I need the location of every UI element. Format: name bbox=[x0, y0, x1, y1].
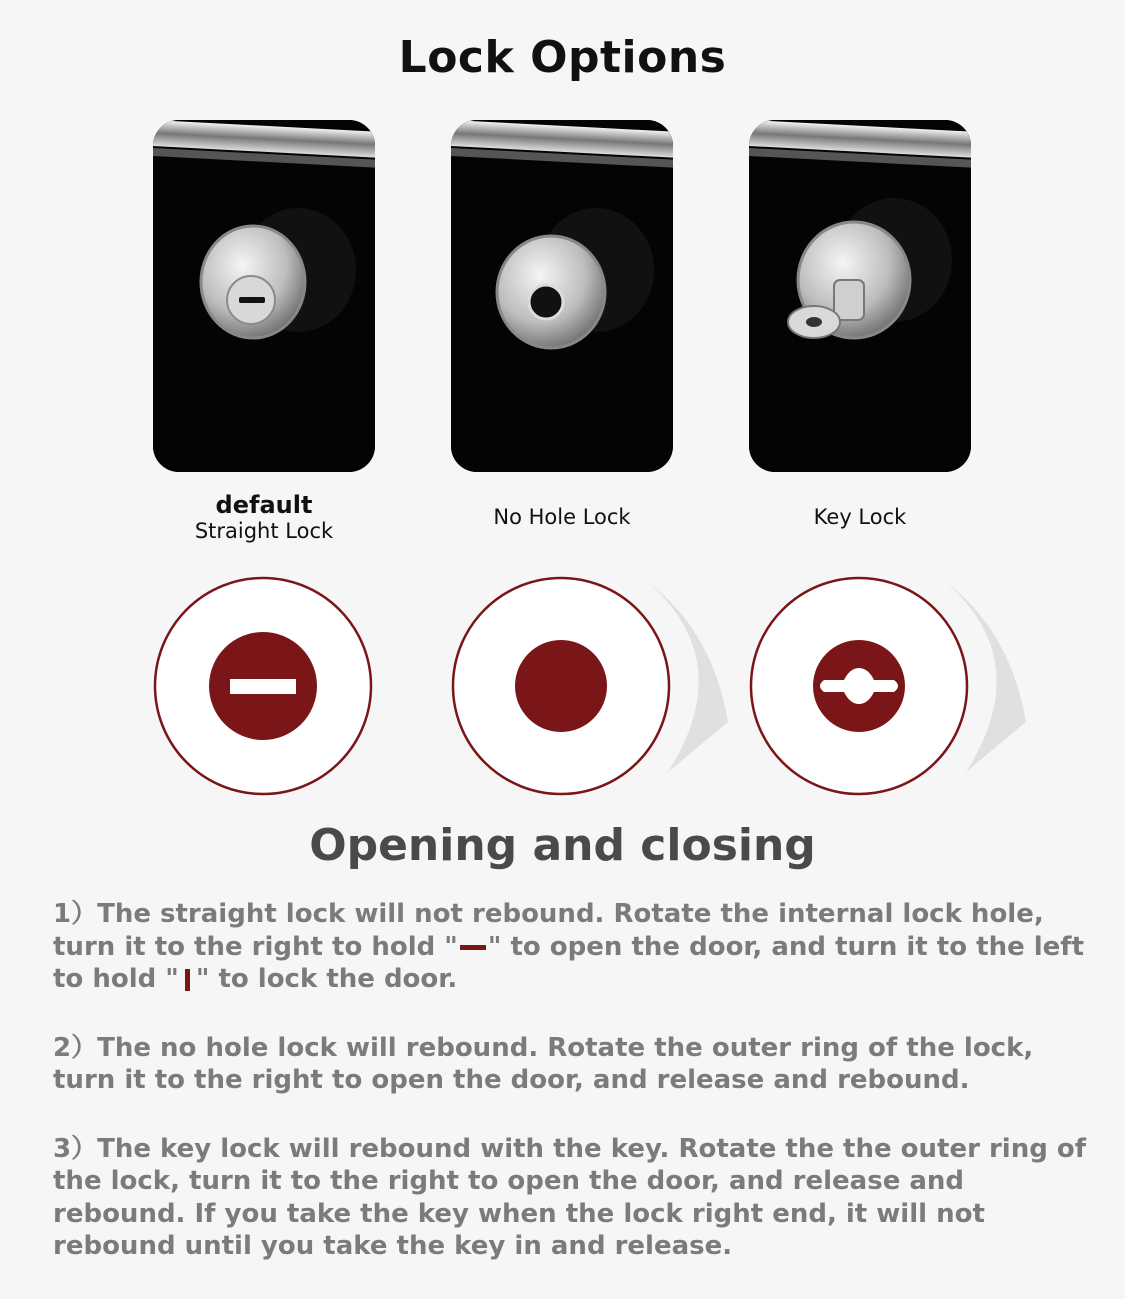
step-1: 1）The straight lock will not rebound. Rotate the internal lock hole, turn it to the right to hold " " to open the door, and turn it to the left to hold " " to lock the door. bbox=[53, 899, 1085, 994]
no-hole-lock-photo bbox=[451, 120, 673, 472]
straight-lock-diagram bbox=[150, 572, 380, 806]
horizontal-bar-icon bbox=[460, 945, 486, 950]
key-lock-label: Key Lock bbox=[813, 505, 907, 529]
straight-lock-caption bbox=[134, 492, 394, 544]
default-tag: default bbox=[215, 491, 313, 519]
key-lock-caption bbox=[730, 504, 990, 530]
straight-lock-photo bbox=[153, 120, 375, 472]
no-hole-lock-caption bbox=[432, 504, 692, 530]
step-3: 3）The key lock will rebound with the key. Rotate the the outer ring of the lock, turn it to the right to open the door, and release and rebound. If you take the key when the lock right end, it will not rebound until you take the key in and release. bbox=[53, 1133, 1087, 1261]
key-lock-photo bbox=[749, 120, 971, 472]
no-hole-icon bbox=[515, 640, 607, 732]
section-heading: Opening and closing bbox=[309, 820, 816, 871]
key-lock-diagram bbox=[746, 572, 1036, 806]
no-hole-lock-diagram bbox=[448, 572, 738, 806]
vertical-bar-icon bbox=[185, 969, 190, 991]
instructions bbox=[53, 898, 1103, 1299]
step-2: 2）The no hole lock will rebound. Rotate the outer ring of the lock, turn it to the right to open the door, and release and rebound. bbox=[53, 1032, 1034, 1095]
straight-lock-label: Straight Lock bbox=[194, 519, 334, 543]
page-title: Lock Options bbox=[398, 32, 727, 83]
no-hole-lock-label: No Hole Lock bbox=[493, 505, 631, 529]
